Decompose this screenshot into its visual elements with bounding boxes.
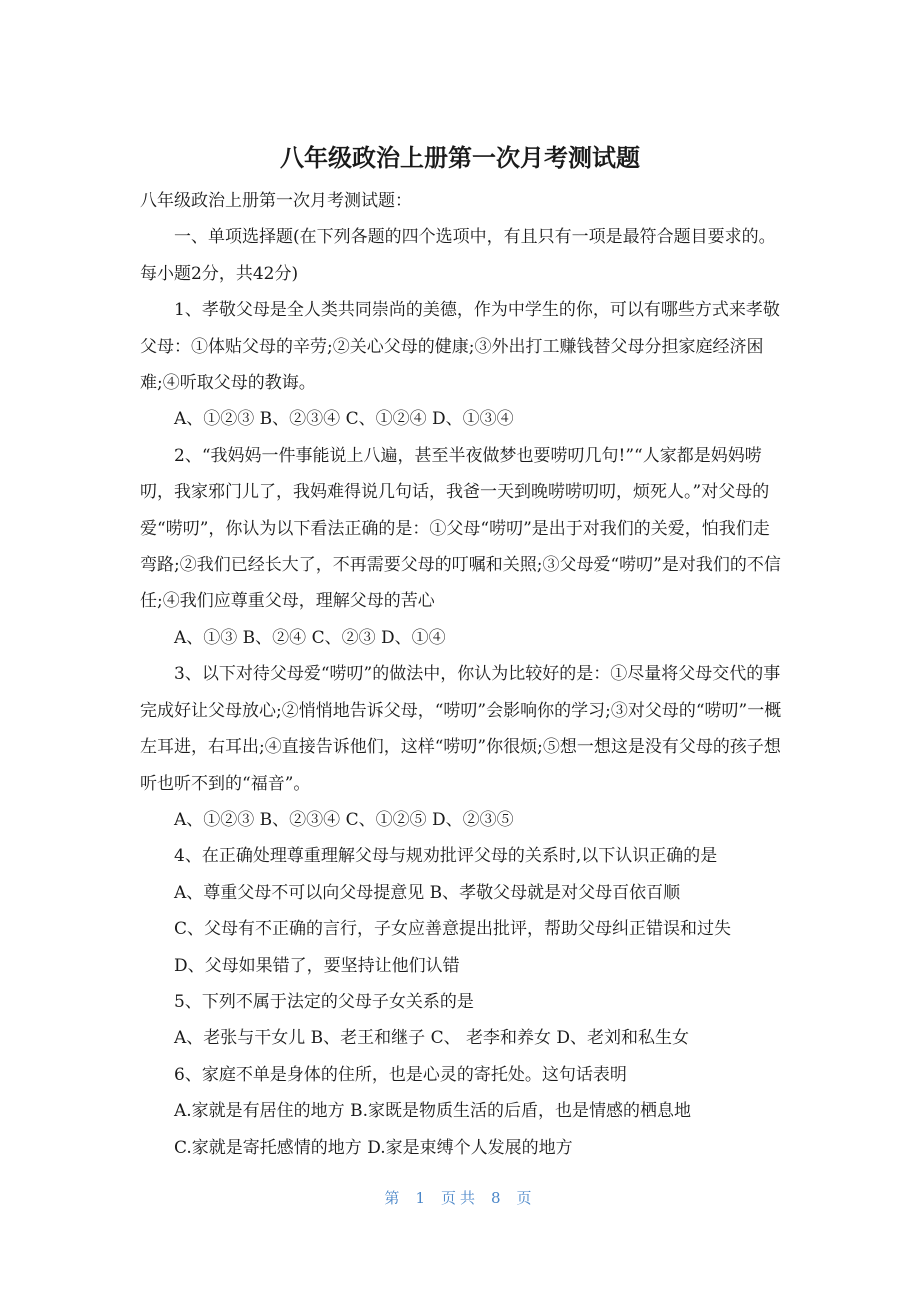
document-body — [140, 183, 782, 1166]
footer-total-pages: 8 — [491, 1189, 505, 1207]
question-4-option-c: C、父母有不正确的言行，子女应善意提出批评，帮助父母纠正错误和过失 — [174, 919, 732, 940]
intro-line: 八年级政治上册第一次月考测试题： — [140, 191, 412, 211]
question-4-option-d: D、父母如果错了，要坚持让他们认错 — [174, 955, 460, 976]
document-title: 八年级政治上册第一次月考测试题 — [280, 144, 640, 172]
question-2-options: A、①③ B、②④ C、②③ D、①④ — [174, 627, 446, 648]
question-3-options: A、①②③ B、②③④ C、①②⑤ D、②③⑤ — [174, 809, 514, 830]
question-3: 3、以下对待父母爱“唠叨”的做法中，你认为比较好的是：①尽量将父母交代的事完成好让父母放心;②悄悄地告诉父母，“唠叨”会影响你的学习;③对父母的“唠叨”一概左耳进，右耳出;④直接告诉他们，这样“唠叨”你很烦;⑤想一想这是没有父母的孩子想听也听不到的“福音”。 — [140, 664, 782, 794]
question-2: 2、“我妈妈一件事能说上八遍，甚至半夜做梦也要唠叨几句!”“人家都是妈妈唠叨，我家邪门儿了，我妈难得说几句话，我爸一天到晚唠唠叨叨，烦死人。”对父母的爱“唠叨”，你认为以下看法正确的是：①父母“唠叨”是出于对我们的关爱，怕我们走弯路;②我们已经长大了，不再需要父母的叮嘱和关照;③父母爱“唠叨”是对我们的不信任;④我们应尊重父母，理解父母的苦心 — [140, 445, 781, 612]
question-5: 5、下列不属于法定的父母子女关系的是 — [174, 991, 474, 1012]
question-6-option-cd: C.家就是寄托感情的地方 D.家是束缚个人发展的地方 — [174, 1137, 573, 1158]
question-4: 4、在正确处理尊重理解父母与规劝批评父母的关系时,以下认识正确的是 — [174, 846, 718, 867]
question-1: 1、孝敬父母是全人类共同崇尚的美德，作为中学生的你，可以有哪些方式来孝敬父母：①体贴父母的辛劳;②关心父母的健康;③外出打工赚钱替父母分担家庭经济困难;④听取父母的教诲。 — [140, 300, 780, 394]
section-heading: 一、单项选择题(在下列各题的四个选项中，有且只有一项是最符合题目要求的。每小题2分，共42分) — [140, 227, 776, 284]
question-6: 6、家庭不单是身体的住所，也是心灵的寄托处。这句话表明 — [174, 1064, 627, 1085]
footer-current-page: 1 — [415, 1189, 429, 1207]
page-footer — [0, 1186, 920, 1210]
question-4-option-ab: A、尊重父母不可以向父母提意见 B、孝敬父母就是对父母百依百顺 — [174, 882, 681, 903]
question-6-option-ab: A.家就是有居住的地方 B.家既是物质生活的后盾，也是情感的栖息地 — [174, 1101, 691, 1122]
footer-middle: 页共 — [440, 1189, 479, 1207]
question-1-options: A、①②③ B、②③④ C、①②④ D、①③④ — [174, 409, 514, 430]
question-5-options: A、老张与干女儿 B、老王和继子 C、 老李和养女 D、老刘和私生女 — [174, 1028, 690, 1049]
footer-suffix: 页 — [516, 1189, 536, 1207]
footer-prefix: 第 — [384, 1189, 404, 1207]
